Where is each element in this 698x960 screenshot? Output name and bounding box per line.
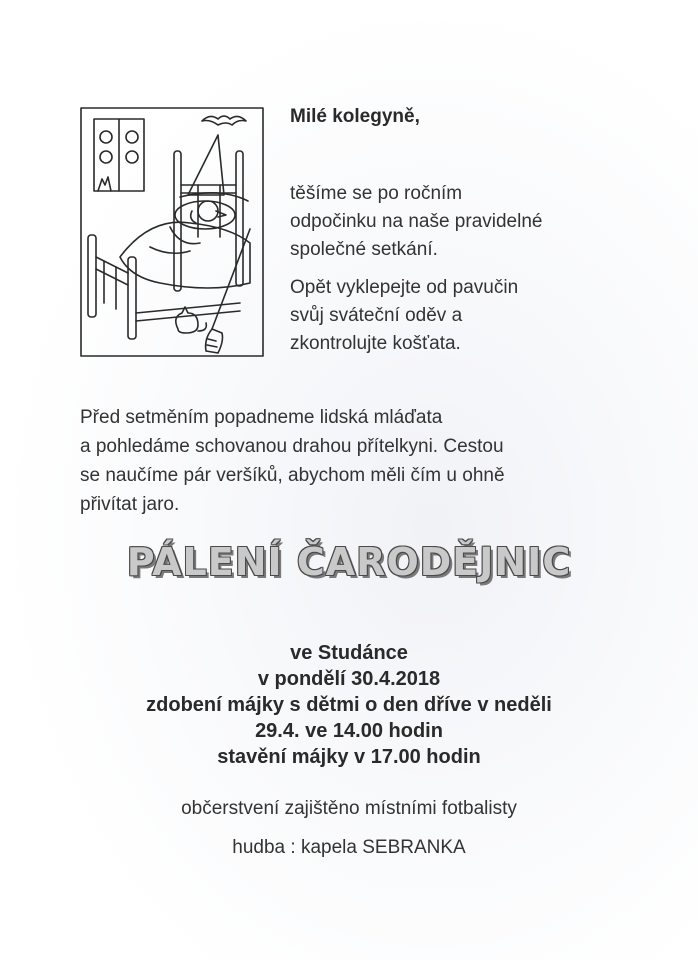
paragraph-line: přivítat jaro.	[80, 494, 180, 515]
event-maypole-decoration: zdobení májky s dětmi o den dříve v neděli	[146, 694, 552, 716]
intro-line: svůj sváteční oděv a	[290, 305, 463, 326]
event-maypole-raising: stavění májky v 17.00 hodin	[217, 746, 481, 768]
paragraph-line: se naučíme pár veršíků, abychom měli čím u ohně	[80, 465, 505, 486]
refreshments-note: občerstvení zajištěno místními fotbalisty	[181, 798, 517, 819]
intro-text	[290, 180, 680, 358]
intro-line: odpočinku na naše pravidelné	[290, 211, 543, 232]
paragraph-line: Před setměním popadneme lidská mláďata	[80, 407, 443, 428]
event-date: v pondělí 30.4.2018	[257, 668, 441, 690]
intro-paragraph-1	[290, 180, 680, 264]
paragraph-line: a pohledáme schovanou drahou přítelkyni. Cestou	[80, 436, 504, 457]
main-paragraph	[80, 403, 680, 519]
music-note: hudba : kapela SEBRANKA	[232, 837, 466, 858]
intro-paragraph-2	[290, 274, 680, 358]
event-headline: PÁLENÍ ČARODĚJNIC	[126, 540, 572, 584]
intro-line: těšíme se po ročním	[290, 183, 463, 204]
intro-line: Opět vyklepejte od pavučin	[290, 277, 519, 298]
intro-line: zkontrolujte košťata.	[290, 333, 461, 354]
witch-in-bed-icon	[80, 107, 264, 357]
event-details	[0, 640, 698, 770]
greeting: Milé kolegyně,	[290, 106, 420, 127]
intro-line: společné setkání.	[290, 239, 438, 260]
event-location: ve Studánce	[290, 642, 408, 664]
event-decoration-time: 29.4. ve 14.00 hodin	[255, 720, 443, 742]
